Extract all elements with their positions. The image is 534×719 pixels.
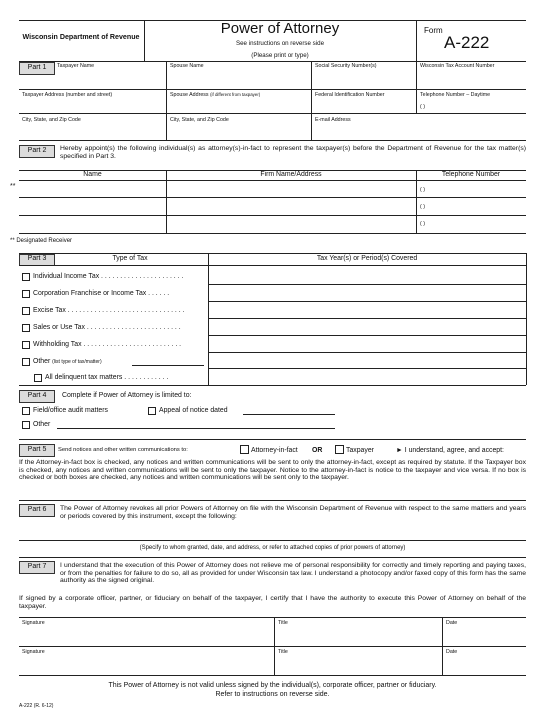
part4-text: Complete if Power of Attorney is limited to: (62, 392, 192, 399)
phone-daytime-paren: ( ) (420, 104, 425, 110)
part1-row2-rule (19, 89, 526, 90)
part4-tag: Part 4 (19, 390, 55, 403)
part2-col-divider-2 (416, 170, 417, 233)
signature-1-label: Signature (22, 620, 45, 626)
part1-top-rule (19, 61, 526, 62)
form-label: Form (424, 26, 443, 35)
sales-use-tax-checkbox[interactable] (22, 324, 30, 332)
part7-top-rule (19, 557, 526, 558)
agree-label: ► I understand, agree, and accept: (396, 447, 504, 454)
footer-instructions: Refer to instructions on reverse side. (215, 691, 330, 698)
signature-bottom-rule (19, 675, 526, 676)
form-revision: A-222 (R. 6-12) (19, 703, 54, 709)
part4-other-line[interactable] (57, 428, 335, 429)
part3-right-edge (526, 253, 527, 385)
excise-tax-label: Excise Tax . . . . . . . . . . . . . . . . . . . . . . . . . . . . . . . (33, 307, 185, 314)
phone-daytime-label: Telephone Number – Daytime (420, 92, 491, 98)
spouse-address-label (170, 92, 260, 98)
taxpayer-label: Taxpayer (346, 447, 374, 454)
other-tax-note: (list type of tax/matter) (52, 359, 102, 365)
attorney-in-fact-label: Attorney-in-fact (251, 447, 298, 454)
part3-bottom-rule (19, 385, 526, 386)
signature-mid-rule (19, 646, 526, 647)
spouse-address-text: Spouse Address (170, 92, 209, 98)
part1-col-divider-3 (416, 61, 417, 113)
part2-row2-rule (19, 215, 526, 216)
part2-col-phone: Telephone Number (441, 171, 501, 178)
part2-row1-rule (19, 197, 526, 198)
part2-top-rule (19, 140, 526, 141)
part7-tag: Part 7 (19, 561, 55, 574)
part3-tag: Part 3 (19, 254, 55, 266)
part3-row1-rule (208, 284, 526, 285)
title-1-label: Title (278, 620, 288, 626)
part2-text: Hereby appoint(s) the following individual(s) as attorney(s)-in-fact to represent the taxpayer(s) before the Department of Revenue for the tax matter(s) specified in Part 3. (60, 145, 526, 160)
form-subtitle-print: (Please print or type) (251, 52, 309, 59)
part3-col-divider (208, 253, 209, 385)
part7-text: I understand that the execution of this Power of Attorney does not relieve me of personal responsibility for correctly and timely reporting and paying taxes, or from the penalties for failure to do so, all as provided for under Wisconsin tax law. I understand a photocopy and/or faxed copy of this form has the same authority as the signed original. (60, 562, 526, 584)
or-label: OR (312, 447, 323, 454)
part3-top-rule (19, 253, 526, 254)
signature-top-rule (19, 617, 526, 618)
other-tax-text: Other (33, 358, 51, 365)
other-tax-checkbox[interactable] (22, 358, 30, 366)
part5-lead: Send notices and other written communications to: (58, 447, 188, 453)
date-1-field[interactable] (443, 627, 526, 645)
all-delinquent-checkbox[interactable] (34, 374, 42, 382)
part6-caption: (Specify to whom granted, date, and address, or refer to attached copies of prior powers of attorney) (139, 545, 406, 551)
appeal-label: Appeal of notice dated (159, 407, 228, 414)
corporation-franchise-label: Corporation Franchise or Income Tax . . . . . . (33, 290, 170, 297)
title-2-field[interactable] (275, 656, 442, 674)
part1-row3-rule (19, 113, 526, 114)
part6-tag: Part 6 (19, 504, 55, 517)
part2-table-bottom (19, 233, 526, 234)
appeal-checkbox[interactable] (148, 407, 156, 415)
date-1-label: Date (446, 620, 458, 626)
individual-income-tax-checkbox[interactable] (22, 273, 30, 281)
part2-row3-phone: ( ) (420, 221, 425, 227)
date-2-label: Date (446, 649, 458, 655)
part3-row3-rule (208, 318, 526, 319)
part2-tag: Part 2 (19, 145, 55, 158)
designated-receiver-mark: ** (10, 183, 16, 190)
part3-header-rule (19, 265, 526, 266)
title-1-field[interactable] (275, 627, 442, 645)
part2-col-name: Name (83, 171, 102, 178)
part6-input-line[interactable] (19, 540, 526, 541)
title-2-label: Title (278, 649, 288, 655)
part2-col-divider-1 (166, 170, 167, 233)
part2-row1-phone: ( ) (420, 187, 425, 193)
signature-1-field[interactable] (19, 627, 274, 645)
part1-col-divider-2 (311, 61, 312, 140)
part2-row2-phone: ( ) (420, 204, 425, 210)
agency-name: Wisconsin Department of Revenue (22, 33, 140, 41)
appeal-date-line[interactable] (243, 414, 335, 415)
part4-other-checkbox[interactable] (22, 421, 30, 429)
part6-top-rule (19, 500, 526, 501)
individual-income-tax-label: Individual Income Tax . . . . . . . . . . . . . . . . . . . . . . (33, 273, 184, 280)
city-state-zip-label-1: City, State, and Zip Code (22, 117, 81, 123)
other-tax-label (33, 358, 102, 366)
part5-top-rule (19, 439, 526, 440)
all-delinquent-label: All delinquent tax matters . . . . . . . . . . . . (45, 374, 169, 381)
part3-row4-rule (208, 335, 526, 336)
date-2-field[interactable] (443, 656, 526, 674)
part1-tag: Part 1 (19, 62, 55, 75)
excise-tax-checkbox[interactable] (22, 307, 30, 315)
header-divider-left (144, 20, 145, 61)
form-number: A-222 (444, 33, 490, 52)
part5-text: If the Attorney-in-fact box is checked, any notices and written communications will be sent to only the attorney-in-fact, except as required by statute. If the Taxpayer box is checked, any notices and written communications will be sent to only the taxpayer. Notice to the attorney-in-fact is notice to the taxpayer and vice versa. If no box is checked or both boxes are checked, any notices and written communications will be sent only to the taxpayer. (19, 459, 526, 481)
part3-row5-rule (208, 352, 526, 353)
signature-2-label: Signature (22, 649, 45, 655)
part3-row6-rule (208, 368, 526, 369)
wi-tax-account-label: Wisconsin Tax Account Number (420, 63, 495, 69)
spouse-address-note: (if different from taxpayer) (210, 92, 261, 97)
spouse-name-label: Spouse Name (170, 63, 204, 69)
part3-col-type: Type of Tax (112, 255, 148, 262)
field-audit-label: Field/office audit matters (33, 407, 108, 414)
taxpayer-checkbox[interactable] (335, 445, 344, 454)
corporation-franchise-checkbox[interactable] (22, 290, 30, 298)
part3-col-years: Tax Year(s) or Period(s) Covered (316, 255, 418, 262)
part3-row2-rule (208, 301, 526, 302)
header-divider-right (416, 20, 417, 61)
email-label: E-mail Address (315, 117, 351, 123)
part5-tag: Part 5 (19, 444, 55, 457)
part2-col-firm: Firm Name/Address (260, 171, 322, 178)
form-subtitle-instructions: See instructions on reverse side (235, 40, 325, 47)
part4-other-label: Other (33, 421, 51, 428)
taxpayer-name-label: Taxpayer Name (57, 63, 95, 69)
sales-use-tax-label: Sales or Use Tax . . . . . . . . . . . . . . . . . . . . . . . . . (33, 324, 181, 331)
designated-receiver-footnote: ** Designated Receiver (10, 238, 73, 244)
withholding-tax-checkbox[interactable] (22, 341, 30, 349)
withholding-tax-label: Withholding Tax . . . . . . . . . . . . . . . . . . . . . . . . . . (33, 341, 182, 348)
signature-2-field[interactable] (19, 656, 274, 674)
footer-validity: This Power of Attorney is not valid unless signed by the individual(s), corporate officer, partner or fiduciary. (108, 682, 437, 689)
part2-header-rule (19, 180, 526, 181)
field-audit-checkbox[interactable] (22, 407, 30, 415)
part1-col-divider-1 (166, 61, 167, 140)
form-title: Power of Attorney (220, 20, 340, 37)
certification-text: If signed by a corporate officer, partner, or fiduciary on behalf of the taxpayer, I certify that I have the authority to execute this Power of Attorney on behalf of the taxpayer. (19, 595, 526, 610)
other-tax-input-line[interactable] (132, 365, 204, 366)
fein-label: Federal Identification Number (315, 92, 385, 98)
attorney-in-fact-checkbox[interactable] (240, 445, 249, 454)
taxpayer-address-label: Taxpayer Address (number and street) (22, 92, 113, 98)
city-state-zip-label-2: City, State, and Zip Code (170, 117, 229, 123)
ssn-label: Social Security Number(s) (315, 63, 377, 69)
part6-text: The Power of Attorney revokes all prior Powers of Attorney on file with the Wisconsin Department of Revenue with respect to the same matters and years or periods covered by this instrument, except the following: (60, 505, 526, 520)
